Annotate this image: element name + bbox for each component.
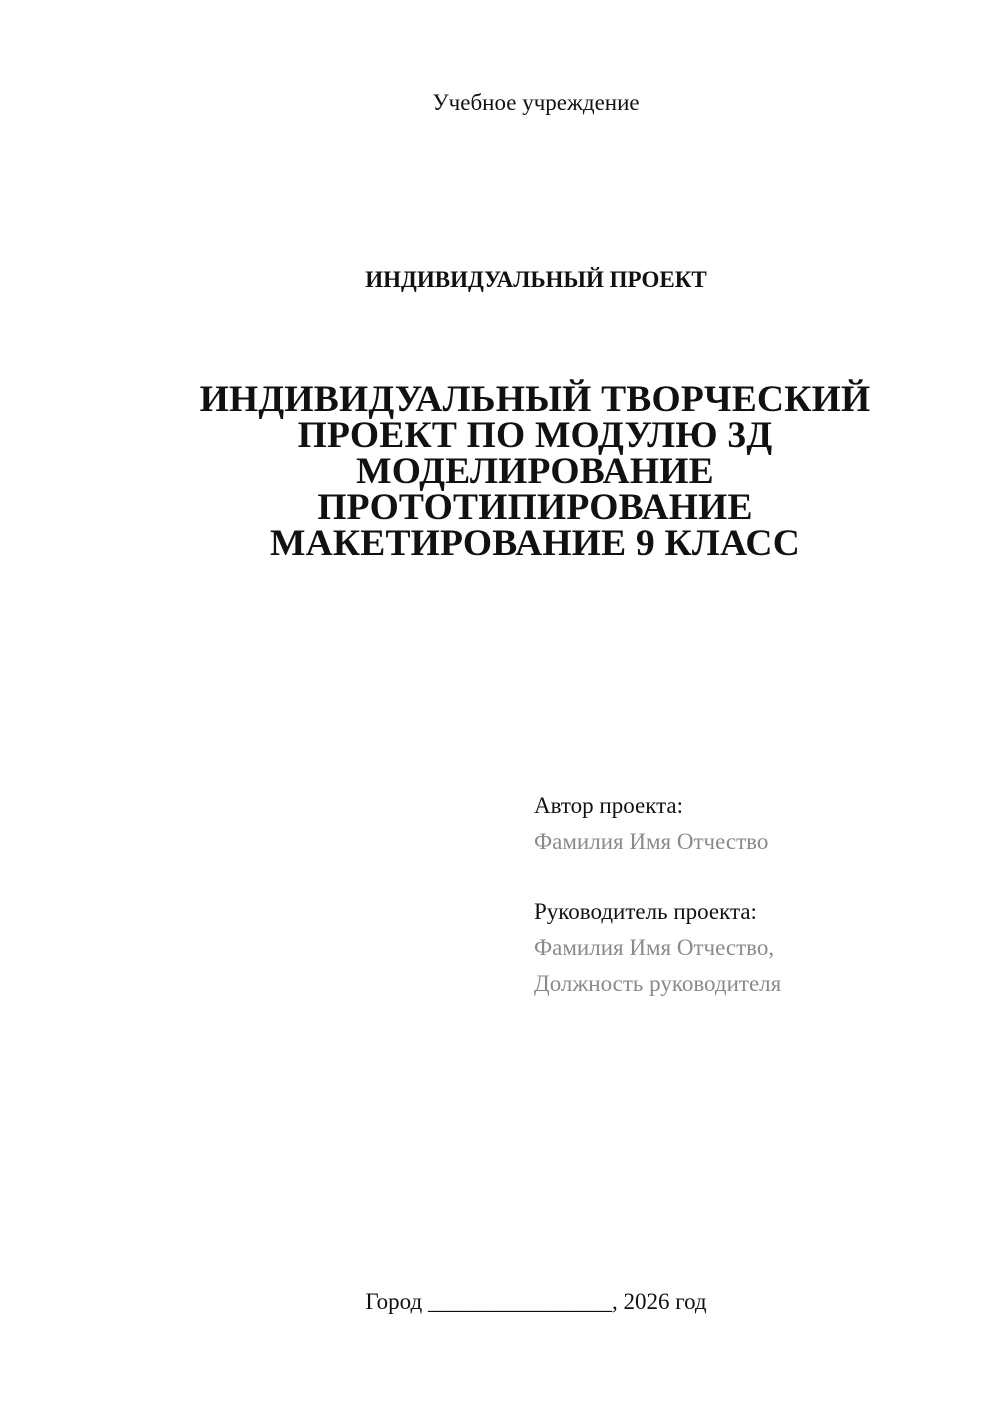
- author-label: Автор проекта:: [534, 793, 683, 818]
- project-title: [170, 379, 900, 564]
- project-title-line: ПРОТОТИПИРОВАНИЕ: [317, 487, 753, 528]
- document-type: ИНДИВИДУАЛЬНЫЙ ПРОЕКТ: [365, 267, 707, 292]
- project-title-line: МАКЕТИРОВАНИЕ 9 КЛАСС: [269, 523, 800, 564]
- project-title-line: ИНДИВИДУАЛЬНЫЙ ТВОРЧЕСКИЙ: [199, 379, 871, 420]
- institution-name: Учебное учреждение: [432, 90, 640, 115]
- project-title-line: МОДЕЛИРОВАНИЕ: [356, 451, 714, 492]
- project-people: [534, 788, 974, 1002]
- supervisor-position: Должность руководителя: [534, 971, 782, 996]
- spacer: [534, 860, 974, 894]
- supervisor-label: Руководитель проекта:: [534, 899, 757, 924]
- author-name: Фамилия Имя Отчество: [534, 829, 769, 854]
- supervisor-name: Фамилия Имя Отчество,: [534, 935, 775, 960]
- project-title-line: ПРОЕКТ ПО МОДУЛЮ 3Д: [297, 415, 773, 456]
- city-year: Город ________________, 2026 год: [365, 1289, 707, 1314]
